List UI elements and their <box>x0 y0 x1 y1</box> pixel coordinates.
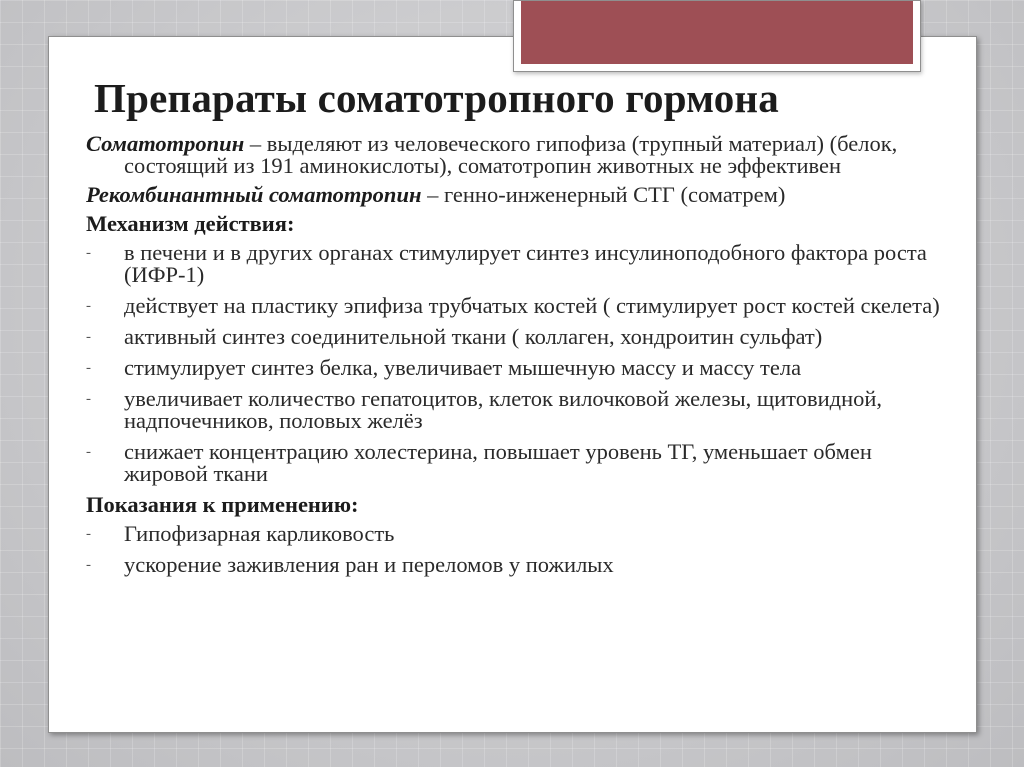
bullet-dash: - <box>86 245 91 261</box>
list-item-text: стимулирует синтез белка, увеличивает мышечную массу и массу тела <box>124 355 802 380</box>
list-item-text: в печени и в других органах стимулирует синтез инсулиноподобного фактора роста (ИФР-1) <box>124 240 927 287</box>
definition-somatotropin <box>86 133 946 177</box>
bullet-dash: - <box>86 444 91 460</box>
definition-text: – генно-инженерный СТГ (соматрем) <box>421 182 786 207</box>
list-item <box>86 326 946 348</box>
list-item-text: Гипофизарная карликовость <box>124 521 395 546</box>
slide-content <box>86 133 946 585</box>
bullet-dash: - <box>86 360 91 376</box>
list-item <box>86 441 946 485</box>
definition-text: – выделяют из человеческого гипофиза (трупный материал) (белок, состоящий из 191 аминокислоты), соматотропин животных не эффективен <box>124 131 898 178</box>
list-item-text: действует на пластику эпифиза трубчатых костей ( стимулирует рост костей скелета) <box>124 293 940 318</box>
bullet-dash: - <box>86 526 91 542</box>
accent-bar <box>521 1 913 64</box>
bullet-dash: - <box>86 391 91 407</box>
list-item-text: ускорение заживления ран и переломов у пожилых <box>124 552 614 577</box>
list-item <box>86 242 946 286</box>
bullet-dash: - <box>86 557 91 573</box>
bullet-dash: - <box>86 298 91 314</box>
list-item <box>86 523 946 545</box>
list-item <box>86 295 946 317</box>
indications-list <box>86 523 946 576</box>
list-item <box>86 554 946 576</box>
list-item <box>86 388 946 432</box>
accent-box <box>513 0 921 72</box>
term-recombinant: Рекомбинантный соматотропин <box>86 182 422 207</box>
slide-title: Препараты соматотропного гормона <box>94 75 779 121</box>
bullet-dash: - <box>86 329 91 345</box>
list-item-text: снижает концентрацию холестерина, повышает уровень ТГ, уменьшает обмен жировой ткани <box>124 439 872 486</box>
mechanism-list <box>86 242 946 485</box>
term-somatotropin: Соматотропин <box>86 131 245 156</box>
list-item <box>86 357 946 379</box>
definition-recombinant <box>86 184 946 206</box>
list-item-text: активный синтез соединительной ткани ( коллаген, хондроитин сульфат) <box>124 324 823 349</box>
mechanism-heading: Механизм действия: <box>86 211 295 236</box>
indications-heading: Показания к применению: <box>86 492 359 517</box>
list-item-text: увеличивает количество гепатоцитов, клеток вилочковой железы, щитовидной, надпочечников, половых желёз <box>124 386 883 433</box>
